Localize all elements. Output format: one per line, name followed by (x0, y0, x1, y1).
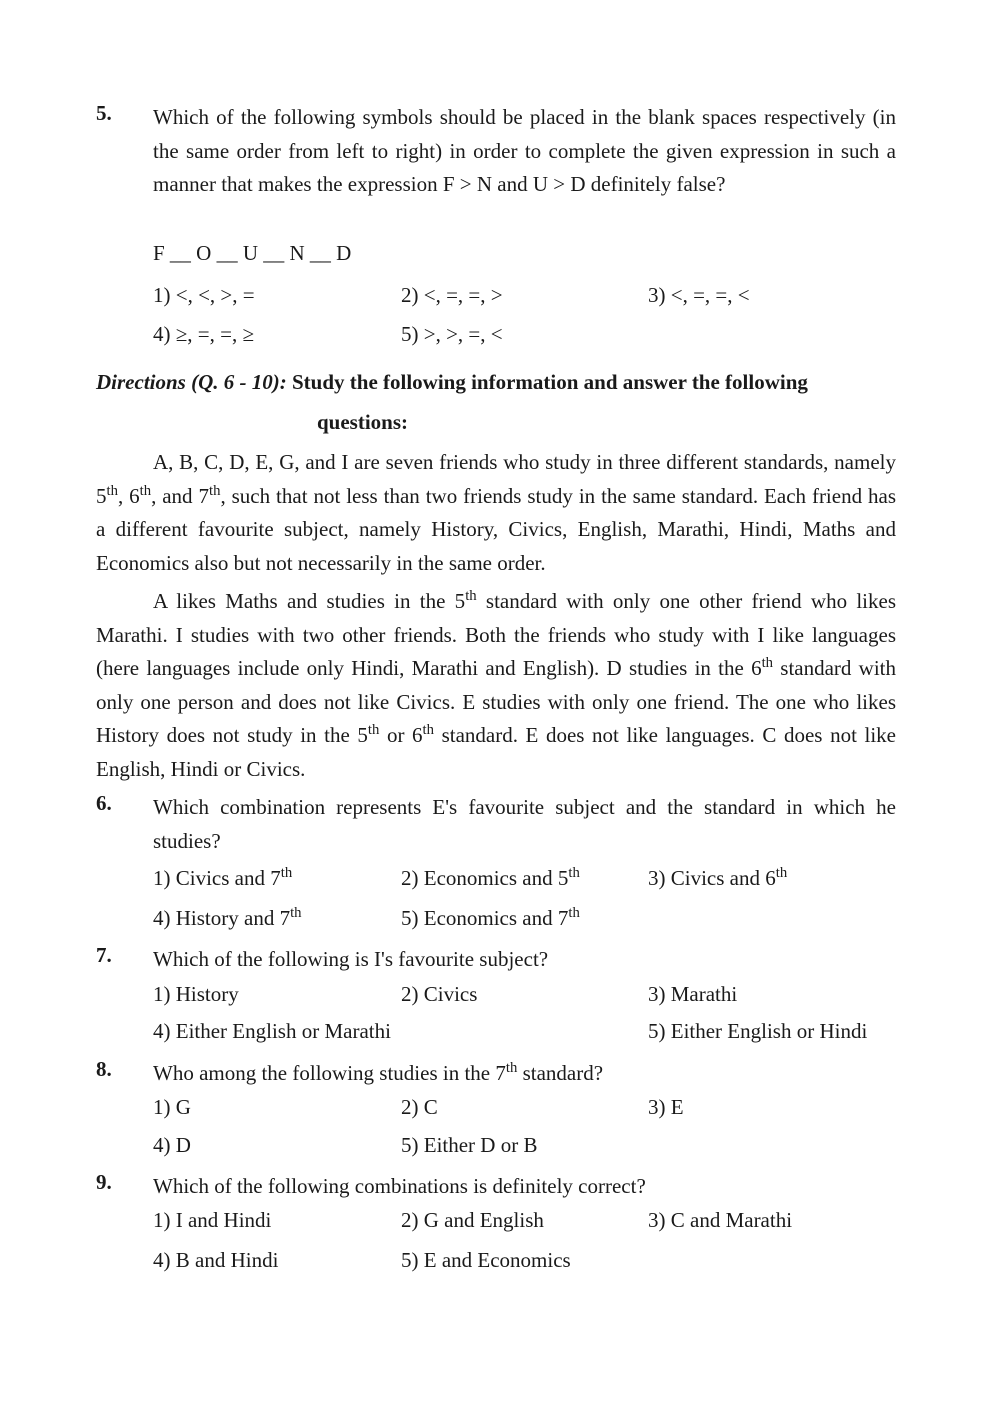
superscript: th (280, 864, 293, 881)
superscript: th (209, 482, 221, 499)
directions (96, 366, 896, 438)
text-run: standard with only one person and does not like Civics. E studies with only one friend. The one who likes History does not study in the 5 (96, 656, 896, 747)
superscript: th (775, 864, 788, 881)
option-text: 3) Civics and 6 (648, 866, 776, 890)
directions-text: Study the following information and answer the following (291, 370, 808, 394)
question-text (153, 1057, 896, 1091)
info-paragraph-1 (96, 446, 896, 580)
option-2: 2) C (401, 1095, 438, 1119)
superscript: th (568, 904, 580, 921)
option-4: 4) B and Hindi (153, 1248, 279, 1272)
option-4: 4) ≥, =, =, ≥ (153, 322, 254, 346)
text-run: A likes Maths and studies in the 5 (153, 589, 466, 613)
option-text: 2) Economics and 5 (401, 866, 569, 890)
question-number: 6. (96, 791, 112, 815)
text-run: or 6 (379, 723, 423, 747)
option-3: 3) C and Marathi (648, 1208, 793, 1232)
option-2 (401, 866, 580, 891)
option-4: 4) D (153, 1133, 191, 1157)
superscript: th (106, 482, 118, 499)
superscript: th (568, 864, 580, 881)
question-text: Which combination represents E's favourite subject and the standard in which he studies? (153, 795, 896, 853)
superscript: th (139, 482, 152, 499)
question-text: Which of the following is I's favourite subject? (153, 947, 549, 971)
option-1 (153, 866, 292, 891)
question-number: 9. (96, 1170, 112, 1194)
question-number: 8. (96, 1057, 112, 1081)
text-run: A, B, C, D, E, G, and I are seven friends who study in three different standards, namely 5 (96, 450, 896, 508)
option-2: 2) Civics (401, 982, 478, 1006)
expression: F __ O __ U __ N __ D (153, 241, 352, 265)
superscript: th (367, 721, 380, 738)
text-run: standard. E does not like languages. C does not like English, Hindi or Civics. (96, 723, 896, 781)
text-run: standard with only one other friend who likes Marathi. I studies with two other friends. Both the friends who study with I like languages (here languages include only Hindi, Marathi and English). D studies in the 6 (96, 589, 896, 680)
superscript: th (290, 904, 302, 921)
option-3 (648, 866, 787, 891)
text-run: , such that not less than two friends study in the same standard. Each friend has a different favourite subject, namely History, Civics, English, Marathi, Hindi, Maths and Economics also but not necessarily in the same order. (96, 483, 897, 575)
option-3: 3) Marathi (648, 982, 738, 1006)
text-run: Who among the following studies in the 7 (153, 1061, 506, 1085)
option-4: 4) Either English or Marathi (153, 1019, 391, 1043)
option-3: 3) <, =, =, < (648, 283, 750, 307)
option-3: 3) E (648, 1095, 684, 1119)
option-5: 5) E and Economics (401, 1248, 571, 1272)
option-text: 4) History and 7 (153, 906, 291, 930)
option-2: 2) <, =, =, > (401, 283, 503, 307)
option-text: 1) Civics and 7 (153, 866, 281, 890)
directions-label: Directions (Q. 6 - 10): (96, 370, 287, 394)
question-number: 7. (96, 943, 112, 967)
superscript: th (761, 654, 774, 671)
question-text: Which of the following combinations is definitely correct? (153, 1174, 646, 1198)
option-5: 5) Either D or B (401, 1133, 538, 1157)
option-1: 1) G (153, 1095, 191, 1119)
superscript: th (505, 1059, 518, 1076)
option-5 (401, 906, 580, 931)
option-5: 5) Either English or Hindi (648, 1019, 868, 1043)
superscript: th (465, 587, 477, 604)
option-1: 1) I and Hindi (153, 1208, 272, 1232)
option-text: 5) Economics and 7 (401, 906, 569, 930)
directions-text-continued: questions: (317, 410, 409, 434)
question-number: 5. (96, 101, 112, 125)
text-run: , and 7 (151, 483, 209, 508)
option-4 (153, 906, 302, 931)
superscript: th (422, 721, 434, 738)
text-run: standard? (517, 1061, 604, 1085)
info-paragraph-2 (96, 585, 896, 786)
option-5: 5) >, >, =, < (401, 322, 503, 346)
question-text: Which of the following symbols should be placed in the blank spaces respectively (in the same order from left to right) in order to complete the given expression in such a manner that makes the expression F > N and U > D definitely false? (153, 105, 896, 196)
option-1: 1) History (153, 982, 239, 1006)
text-run: , 6 (117, 483, 140, 508)
option-2: 2) G and English (401, 1208, 544, 1232)
option-1: 1) <, <, >, = (153, 283, 255, 307)
